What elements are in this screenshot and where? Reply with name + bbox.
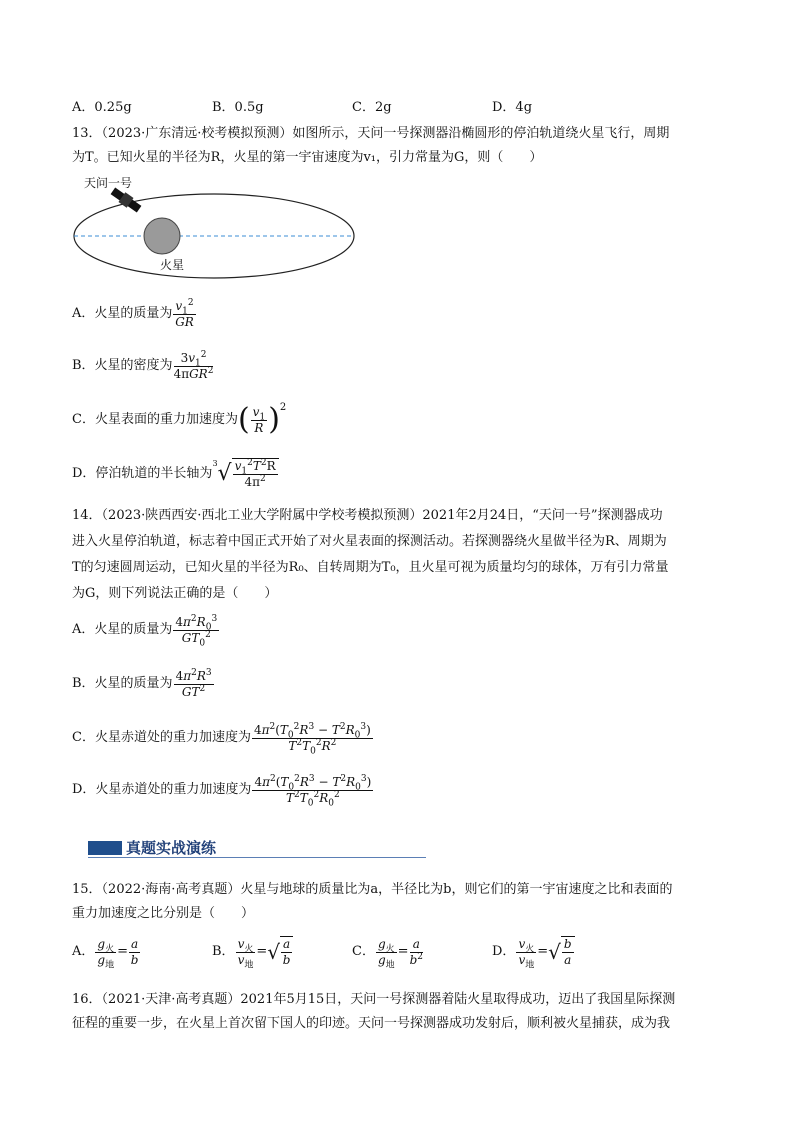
q12-option-b: B．0.5g — [212, 100, 264, 115]
q14-option-a-text: A．火星的质量为 — [72, 622, 173, 637]
q13-option-d-formula: $^3$√ $\frac{v_1^2T^2R}{4\pi^2}$ — [212, 458, 278, 490]
q13-option-b-text: B．火星的密度为 — [72, 358, 173, 373]
q13-stem-line2: 为T。已知火星的半径为R，火星的第一宇宙速度为v₁，引力常量为G，则（ ） — [72, 150, 543, 165]
q14-option-d-text: D．火星赤道处的重力加速度为 — [72, 782, 252, 797]
q15-stem-line2: 重力加速度之比分别是（ ） — [72, 906, 255, 921]
q15-option-b — [212, 934, 293, 970]
q14-stem-line3: T的匀速圆周运动，已知火星的半径为R₀、自转周期为T₀，且火星可视为质量均匀的球体，万有引力常量 — [72, 560, 669, 575]
q14-option-a — [72, 612, 220, 648]
q16-stem-line1: 16．（2021·天津·高考真题）2021年5月15日，天问一号探测器着陆火星取得成功，迈出了我国星际探测 — [72, 992, 676, 1007]
probe-label: 天问一号 — [84, 176, 133, 190]
q14-option-c-formula: $\frac{4\pi^2(T_0^2R^3 - T^2R_0^3)}{T^2T_0^2R^2}$ — [253, 721, 371, 756]
q14-option-b-formula: $\frac{4\pi^2R^3}{GT^2}$ — [175, 667, 212, 699]
q13-option-c-formula: ( $\frac{v_1}{R}$ ) $^2$ — [237, 402, 287, 437]
q14-option-d-formula: $\frac{4\pi^2(T_0^2R^3 - T^2R_0^3)}{T^2T_0^2R_0^2}$ — [254, 773, 372, 808]
q12-option-a: A．0.25g — [72, 100, 132, 115]
q15-option-b-letter: B． — [212, 944, 235, 959]
q15-stem-line1: 15．（2022·海南·高考真题）火星与地球的质量比为a，半径比为b，则它们的第一宇宙速度之比和表面的 — [72, 882, 673, 897]
q13-option-a-text: A．火星的质量为 — [72, 306, 173, 321]
q15-option-d-letter: D． — [492, 944, 516, 959]
q13-option-b-formula: $\frac{3v_1^2}{4\pi GR^2}$ — [173, 349, 214, 381]
q15-option-d — [492, 934, 575, 970]
q13-stem-line1: 13．（2023·广东清远·校考模拟预测）如图所示，天问一号探测器沿椭圆形的停泊轨道绕火星飞行，周期 — [72, 126, 670, 141]
section-banner-underline — [88, 857, 426, 858]
q14-option-d — [72, 772, 374, 808]
q15-option-a — [72, 934, 141, 970]
q13-option-d-text: D．停泊轨道的半长轴为 — [72, 466, 213, 481]
section-title: 真题实战演练 — [126, 839, 217, 857]
q16-stem-line2: 征程的重要一步，在火星上首次留下国人的印迹。天问一号探测器成功发射后，顺利被火星捕获，成为我 — [72, 1016, 671, 1031]
q14-stem-line4: 为G，则下列说法正确的是（ ） — [72, 586, 278, 601]
q14-option-b-text: B．火星的质量为 — [72, 676, 173, 691]
q14-option-b — [72, 666, 215, 702]
q13-option-a — [72, 296, 197, 332]
q15-option-d-formula: $\frac{v_火}{v_地}$ = √ $\frac{b}{a}$ — [515, 936, 574, 968]
section-banner-bar — [88, 841, 122, 855]
q13-option-c — [72, 402, 286, 438]
q15-option-b-formula: $\frac{v_火}{v_地}$ = √ $\frac{a}{b}$ — [235, 936, 294, 968]
q15-option-a-letter: A． — [72, 944, 95, 959]
planet-label: 火星 — [160, 258, 185, 272]
q15-option-c-letter: C． — [352, 944, 375, 959]
q15-option-a-formula: $\frac{g_火}{g_地}$ = $\frac{a}{b}$ — [97, 936, 139, 970]
q14-stem-line1: 14．（2023·陕西西安·西北工业大学附属中学校考模拟预测）2021年2月24日，“天问一号”探测器成功 — [72, 508, 663, 523]
q14-option-c — [72, 720, 374, 756]
q14-stem-line2: 进入火星停泊轨道，标志着中国正式开始了对火星表面的探测活动。若探测器绕火星做半径为R、周期为 — [72, 534, 667, 549]
q13-option-c-text: C．火星表面的重力加速度为 — [72, 412, 238, 427]
q13-option-d — [72, 456, 279, 492]
q13-option-b — [72, 348, 214, 384]
q12-option-d: D．4g — [492, 100, 533, 115]
section-banner — [88, 838, 426, 858]
q12-option-c: C．2g — [352, 100, 392, 115]
mars-planet — [144, 218, 180, 254]
orbit-diagram — [70, 170, 360, 280]
q15-option-c — [352, 934, 424, 970]
q14-option-c-text: C．火星赤道处的重力加速度为 — [72, 730, 251, 745]
q15-option-c-formula: $\frac{g_火}{g_地}$ = $\frac{a}{b^2}$ — [377, 936, 423, 970]
q13-option-a-formula: $\frac{v_1^2}{GR}$ — [175, 297, 194, 329]
q14-option-a-formula: $\frac{4\pi^2R_0^3}{GT_0^2}$ — [175, 613, 218, 648]
